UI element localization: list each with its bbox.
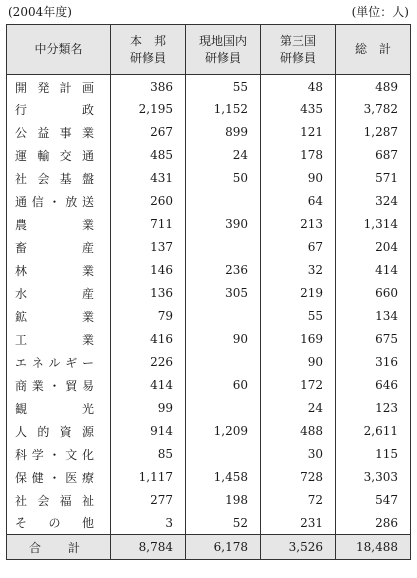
row-genchi xyxy=(186,397,261,420)
header-honpo xyxy=(111,25,186,75)
header-category-label: 中分類名 xyxy=(34,42,83,56)
row-daisan: 30 xyxy=(261,443,336,466)
total-row-category: 合計 xyxy=(7,535,111,560)
row-category: 工業 xyxy=(7,328,111,351)
row-daisan: 72 xyxy=(261,489,336,512)
table-row xyxy=(7,190,411,213)
row-honpo: 260 xyxy=(111,190,186,213)
table-row xyxy=(7,443,411,466)
row-genchi: 236 xyxy=(186,259,261,282)
row-genchi: 50 xyxy=(186,167,261,190)
table-row xyxy=(7,489,411,512)
row-honpo: 226 xyxy=(111,351,186,374)
row-total: 3,782 xyxy=(336,98,411,121)
row-total: 204 xyxy=(336,236,411,259)
table-row xyxy=(7,512,411,535)
table-row xyxy=(7,397,411,420)
total-row-genchi: 6,178 xyxy=(186,535,261,560)
row-daisan: 169 xyxy=(261,328,336,351)
row-total: 489 xyxy=(336,75,411,98)
row-honpo: 386 xyxy=(111,75,186,98)
row-category: 社会基盤 xyxy=(7,167,111,190)
row-honpo: 146 xyxy=(111,259,186,282)
row-genchi: 1,209 xyxy=(186,420,261,443)
table-row xyxy=(7,144,411,167)
row-genchi: 90 xyxy=(186,328,261,351)
row-total: 547 xyxy=(336,489,411,512)
row-honpo: 267 xyxy=(111,121,186,144)
row-honpo: 1,117 xyxy=(111,466,186,489)
row-category: 運輸交通 xyxy=(7,144,111,167)
row-total: 660 xyxy=(336,282,411,305)
row-total: 646 xyxy=(336,374,411,397)
row-genchi: 24 xyxy=(186,144,261,167)
table-row xyxy=(7,374,411,397)
row-genchi xyxy=(186,305,261,328)
table-row xyxy=(7,259,411,282)
table-row xyxy=(7,282,411,305)
row-daisan: 67 xyxy=(261,236,336,259)
row-honpo: 414 xyxy=(111,374,186,397)
header-genchi xyxy=(186,25,261,75)
row-total: 687 xyxy=(336,144,411,167)
fiscal-year-label: (2004年度) xyxy=(8,5,72,19)
row-total: 115 xyxy=(336,443,411,466)
total-row-daisan: 3,526 xyxy=(261,535,336,560)
row-honpo: 431 xyxy=(111,167,186,190)
total-row-total: 18,488 xyxy=(336,535,411,560)
header-genchi-line1: 現地国内 xyxy=(198,33,247,48)
row-total: 2,611 xyxy=(336,420,411,443)
row-total: 134 xyxy=(336,305,411,328)
row-honpo: 711 xyxy=(111,213,186,236)
header-daisan xyxy=(261,25,336,75)
header-genchi-line2: 研修員 xyxy=(204,50,241,65)
row-genchi: 305 xyxy=(186,282,261,305)
row-category: 林業 xyxy=(7,259,111,282)
row-category: 商業・貿易 xyxy=(7,374,111,397)
row-genchi xyxy=(186,236,261,259)
header-row xyxy=(7,25,411,75)
row-honpo: 79 xyxy=(111,305,186,328)
row-genchi: 1,458 xyxy=(186,466,261,489)
table-row xyxy=(7,420,411,443)
row-category: 畜産 xyxy=(7,236,111,259)
row-total: 675 xyxy=(336,328,411,351)
unit-label: (単位：人) xyxy=(351,5,409,19)
table-body xyxy=(7,75,411,535)
table-row xyxy=(7,98,411,121)
header-daisan-line2: 研修員 xyxy=(279,50,316,65)
row-daisan: 178 xyxy=(261,144,336,167)
row-total: 414 xyxy=(336,259,411,282)
row-genchi: 899 xyxy=(186,121,261,144)
table-footer xyxy=(7,535,411,560)
table-row xyxy=(7,351,411,374)
row-honpo: 2,195 xyxy=(111,98,186,121)
row-category: その他 xyxy=(7,512,111,535)
row-category: 社会福祉 xyxy=(7,489,111,512)
row-total: 1,287 xyxy=(336,121,411,144)
header-honpo-line2: 研修員 xyxy=(129,50,166,65)
table-row xyxy=(7,213,411,236)
row-honpo: 416 xyxy=(111,328,186,351)
row-genchi: 1,152 xyxy=(186,98,261,121)
table-row xyxy=(7,466,411,489)
row-total: 571 xyxy=(336,167,411,190)
row-category: 農業 xyxy=(7,213,111,236)
header-category xyxy=(7,25,111,75)
row-daisan: 90 xyxy=(261,167,336,190)
row-category: エネルギー xyxy=(7,351,111,374)
row-category: 水産 xyxy=(7,282,111,305)
row-total: 3,303 xyxy=(336,466,411,489)
row-total: 123 xyxy=(336,397,411,420)
row-honpo: 137 xyxy=(111,236,186,259)
row-daisan: 213 xyxy=(261,213,336,236)
row-genchi xyxy=(186,190,261,213)
header-total xyxy=(336,25,411,75)
row-honpo: 85 xyxy=(111,443,186,466)
header-total-label: 総 計 xyxy=(354,42,391,56)
row-honpo: 99 xyxy=(111,397,186,420)
table-row xyxy=(7,305,411,328)
table-row xyxy=(7,75,411,98)
row-total: 1,314 xyxy=(336,213,411,236)
row-daisan: 24 xyxy=(261,397,336,420)
header-honpo-line1: 本 邦 xyxy=(129,33,166,48)
row-category: 保健・医療 xyxy=(7,466,111,489)
table-header xyxy=(7,25,411,75)
row-daisan: 219 xyxy=(261,282,336,305)
row-honpo: 3 xyxy=(111,512,186,535)
row-total: 316 xyxy=(336,351,411,374)
table-row xyxy=(7,236,411,259)
trainee-statistics-table xyxy=(6,24,411,560)
row-genchi: 198 xyxy=(186,489,261,512)
table-caption xyxy=(8,4,409,20)
row-daisan: 728 xyxy=(261,466,336,489)
row-daisan: 172 xyxy=(261,374,336,397)
row-category: 観光 xyxy=(7,397,111,420)
row-genchi: 60 xyxy=(186,374,261,397)
row-category: 開発計画 xyxy=(7,75,111,98)
row-total: 286 xyxy=(336,512,411,535)
row-category: 行政 xyxy=(7,98,111,121)
row-daisan: 231 xyxy=(261,512,336,535)
row-genchi: 55 xyxy=(186,75,261,98)
header-daisan-line1: 第三国 xyxy=(279,33,316,48)
row-daisan: 90 xyxy=(261,351,336,374)
row-genchi: 52 xyxy=(186,512,261,535)
row-honpo: 914 xyxy=(111,420,186,443)
row-honpo: 485 xyxy=(111,144,186,167)
total-row xyxy=(7,535,411,560)
row-genchi xyxy=(186,443,261,466)
row-genchi xyxy=(186,351,261,374)
total-row-honpo: 8,784 xyxy=(111,535,186,560)
row-daisan: 48 xyxy=(261,75,336,98)
row-honpo: 277 xyxy=(111,489,186,512)
row-daisan: 435 xyxy=(261,98,336,121)
row-category: 公益事業 xyxy=(7,121,111,144)
table-row xyxy=(7,328,411,351)
row-honpo: 136 xyxy=(111,282,186,305)
table-row xyxy=(7,167,411,190)
row-category: 通信・放送 xyxy=(7,190,111,213)
row-genchi: 390 xyxy=(186,213,261,236)
row-category: 人的資源 xyxy=(7,420,111,443)
row-daisan: 32 xyxy=(261,259,336,282)
row-daisan: 55 xyxy=(261,305,336,328)
row-daisan: 64 xyxy=(261,190,336,213)
row-daisan: 488 xyxy=(261,420,336,443)
row-total: 324 xyxy=(336,190,411,213)
table-row xyxy=(7,121,411,144)
row-daisan: 121 xyxy=(261,121,336,144)
row-category: 鉱業 xyxy=(7,305,111,328)
row-category: 科学・文化 xyxy=(7,443,111,466)
